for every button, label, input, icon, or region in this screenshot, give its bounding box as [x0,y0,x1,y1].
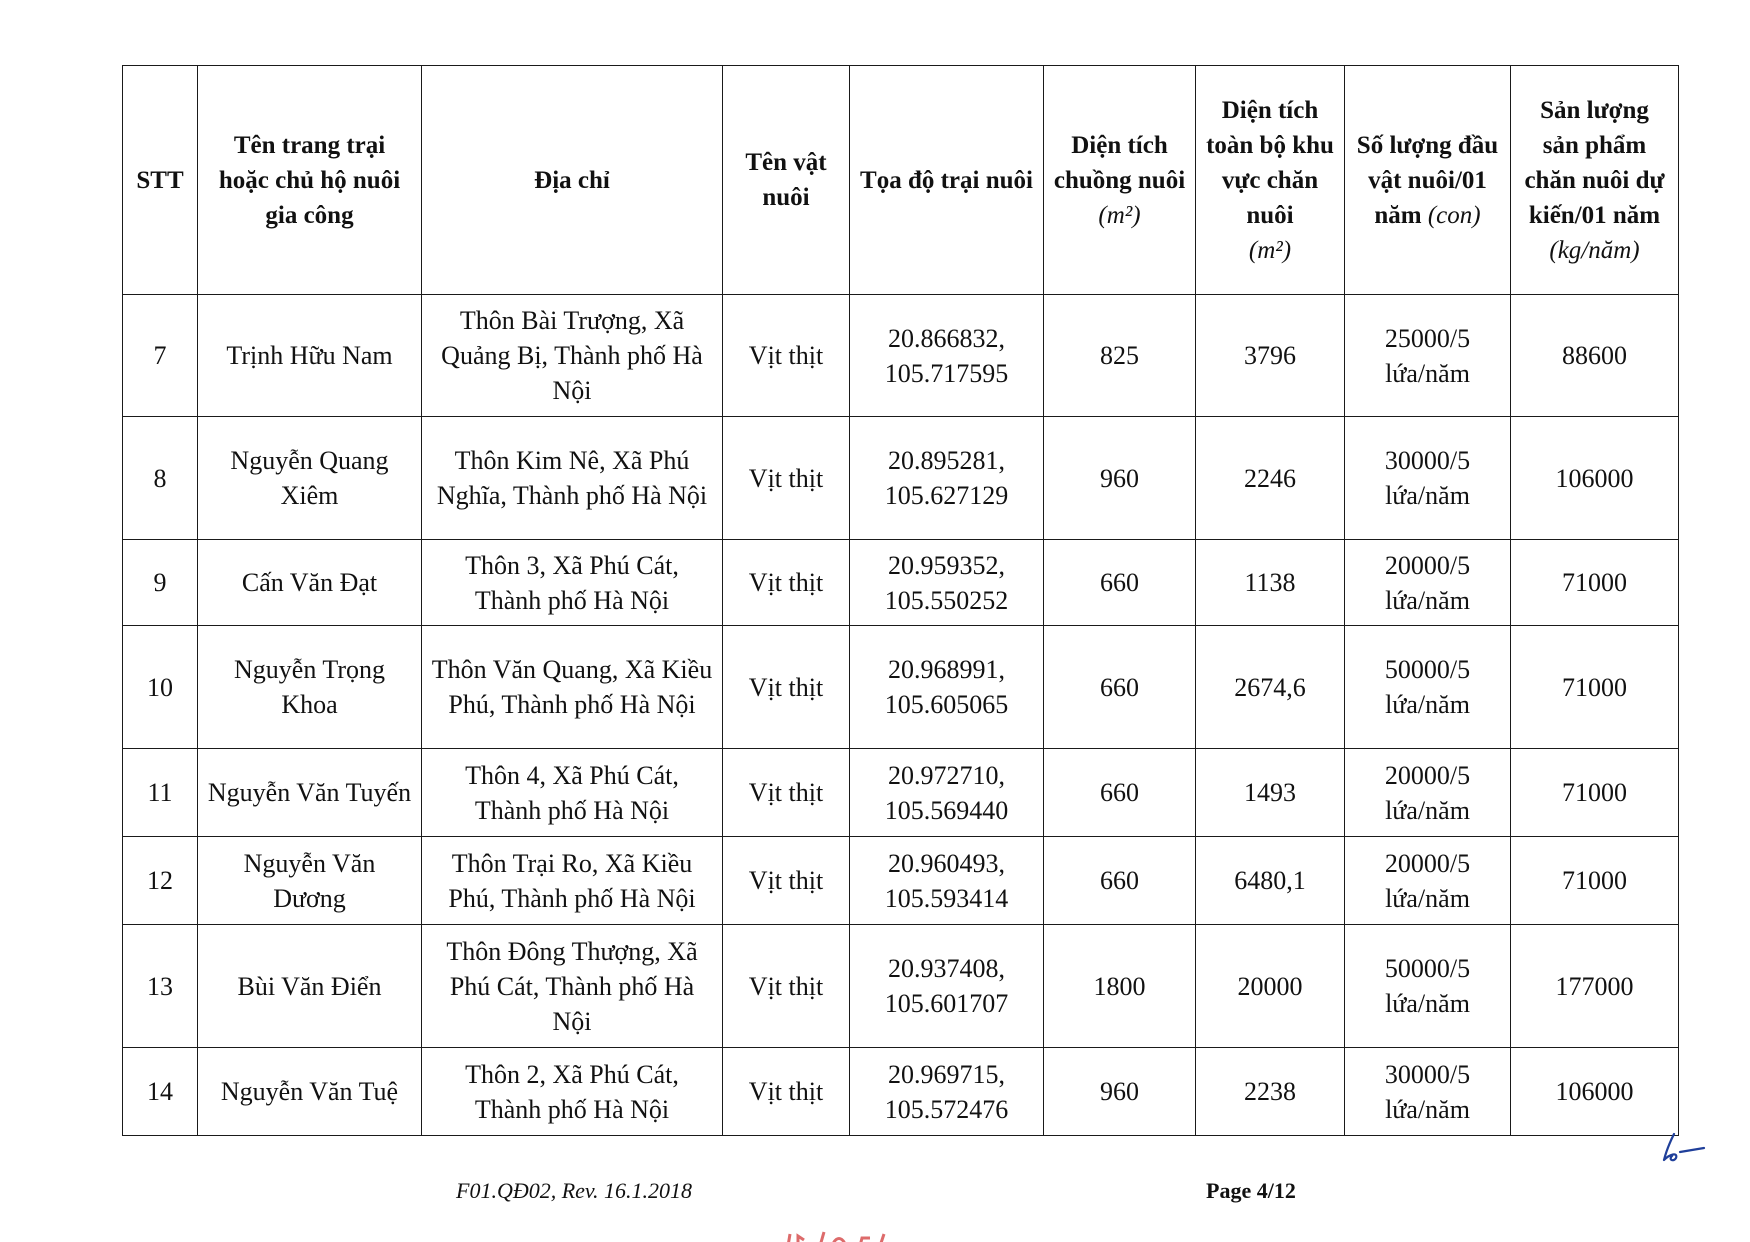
table-row [123,749,1679,837]
cell-barn-area: 960 [1044,1048,1196,1136]
header-output [1511,66,1679,295]
cell-animal: Vịt thịt [723,749,850,837]
cell-coords: 20.959352, 105.550252 [850,540,1044,626]
handwritten-initial-icon [1660,1130,1710,1164]
cell-count: 20000/5 lứa/năm [1345,837,1511,925]
cell-stt: 12 [123,837,198,925]
cell-coords: 20.969715, 105.572476 [850,1048,1044,1136]
cell-name: Bùi Văn Điển [198,925,422,1048]
cell-animal: Vịt thịt [723,1048,850,1136]
cell-animal: Vịt thịt [723,626,850,749]
cell-count: 25000/5 lứa/năm [1345,295,1511,417]
cell-stt: 14 [123,1048,198,1136]
cell-animal: Vịt thịt [723,417,850,540]
cell-total-area: 2246 [1196,417,1345,540]
header-barn-area [1044,66,1196,295]
cell-total-area: 6480,1 [1196,837,1345,925]
cell-coords: 20.895281, 105.627129 [850,417,1044,540]
cell-barn-area: 660 [1044,540,1196,626]
cell-count: 30000/5 lứa/năm [1345,1048,1511,1136]
cell-name: Nguyễn Văn Tuệ [198,1048,422,1136]
header-count [1345,66,1511,295]
cell-address: Thôn Trại Ro, Xã Kiều Phú, Thành phố Hà Nội [422,837,723,925]
cell-output: 71000 [1511,626,1679,749]
footer-form-code: F01.QĐ02, Rev. 16.1.2018 [456,1178,693,1203]
table-row [123,417,1679,540]
cell-address: Thôn Văn Quang, Xã Kiều Phú, Thành phố Hà Nội [422,626,723,749]
header-barn-area-unit: (m²) [1098,201,1141,229]
table-row [123,1048,1679,1136]
header-animal: Tên vật nuôi [723,66,850,295]
cell-stt: 8 [123,417,198,540]
cell-barn-area: 825 [1044,295,1196,417]
cell-animal: Vịt thịt [723,925,850,1048]
table-row [123,925,1679,1048]
cell-count: 30000/5 lứa/năm [1345,417,1511,540]
cell-animal: Vịt thịt [723,295,850,417]
header-address: Địa chỉ [422,66,723,295]
cell-coords: 20.972710, 105.569440 [850,749,1044,837]
header-coords: Tọa độ trại nuôi [850,66,1044,295]
stamp-mark-icon [780,1230,1000,1242]
header-count-unit: (con) [1427,201,1481,229]
cell-total-area: 3796 [1196,295,1345,417]
cell-total-area: 2674,6 [1196,626,1345,749]
cell-name: Nguyễn Trọng Khoa [198,626,422,749]
table-row [123,837,1679,925]
cell-barn-area: 660 [1044,837,1196,925]
cell-output: 71000 [1511,837,1679,925]
cell-stt: 10 [123,626,198,749]
cell-address: Thôn Kim Nê, Xã Phú Nghĩa, Thành phố Hà Nội [422,417,723,540]
header-total-area [1196,66,1345,295]
header-stt: STT [123,66,198,295]
cell-stt: 9 [123,540,198,626]
cell-address: Thôn Bài Trượng, Xã Quảng Bị, Thành phố Hà Nội [422,295,723,417]
header-barn-area-label: Diện tích chuồng nuôi [1053,131,1186,194]
cell-address: Thôn 2, Xã Phú Cát, Thành phố Hà Nội [422,1048,723,1136]
cell-output: 106000 [1511,1048,1679,1136]
cell-stt: 7 [123,295,198,417]
cell-count: 20000/5 lứa/năm [1345,540,1511,626]
cell-total-area: 1138 [1196,540,1345,626]
cell-animal: Vịt thịt [723,837,850,925]
cell-coords: 20.866832, 105.717595 [850,295,1044,417]
cell-total-area: 1493 [1196,749,1345,837]
header-output-label: Sản lượng sản phẩm chăn nuôi dự kiến/01 năm [1524,96,1665,229]
cell-address: Thôn Đông Thượng, Xã Phú Cát, Thành phố Hà Nội [422,925,723,1048]
cell-animal: Vịt thịt [723,540,850,626]
header-output-unit: (kg/năm) [1549,236,1640,264]
table-row [123,540,1679,626]
table-row [123,295,1679,417]
table-row [123,626,1679,749]
cell-coords: 20.968991, 105.605065 [850,626,1044,749]
cell-count: 20000/5 lứa/năm [1345,749,1511,837]
cell-name: Nguyễn Văn Dương [198,837,422,925]
cell-barn-area: 960 [1044,417,1196,540]
header-total-area-unit: (m²) [1248,236,1292,264]
cell-output: 71000 [1511,749,1679,837]
cell-output: 106000 [1511,417,1679,540]
cell-name: Cấn Văn Đạt [198,540,422,626]
cell-name: Nguyễn Quang Xiêm [198,417,422,540]
cell-total-area: 20000 [1196,925,1345,1048]
cell-barn-area: 1800 [1044,925,1196,1048]
table-header-row [123,66,1679,295]
cell-barn-area: 660 [1044,626,1196,749]
cell-coords: 20.937408, 105.601707 [850,925,1044,1048]
cell-stt: 13 [123,925,198,1048]
cell-output: 71000 [1511,540,1679,626]
red-stamp-fragment [780,1226,1000,1242]
footer-page-number: Page 4/12 [1206,1178,1296,1203]
cell-address: Thôn 4, Xã Phú Cát, Thành phố Hà Nội [422,749,723,837]
cell-name: Nguyễn Văn Tuyến [198,749,422,837]
cell-name: Trịnh Hữu Nam [198,295,422,417]
header-count-label: Số lượng đầu vật nuôi/01 năm [1356,131,1499,229]
cell-total-area: 2238 [1196,1048,1345,1136]
cell-stt: 11 [123,749,198,837]
cell-coords: 20.960493, 105.593414 [850,837,1044,925]
header-total-area-label: Diện tích toàn bộ khu vực chăn nuôi [1206,96,1334,229]
cell-address: Thôn 3, Xã Phú Cát, Thành phố Hà Nội [422,540,723,626]
header-name: Tên trang trại hoặc chủ hộ nuôi gia công [198,66,422,295]
cell-output: 177000 [1511,925,1679,1048]
cell-barn-area: 660 [1044,749,1196,837]
cell-count: 50000/5 lứa/năm [1345,925,1511,1048]
cell-count: 50000/5 lứa/năm [1345,626,1511,749]
cell-output: 88600 [1511,295,1679,417]
farm-table [122,65,1679,1136]
